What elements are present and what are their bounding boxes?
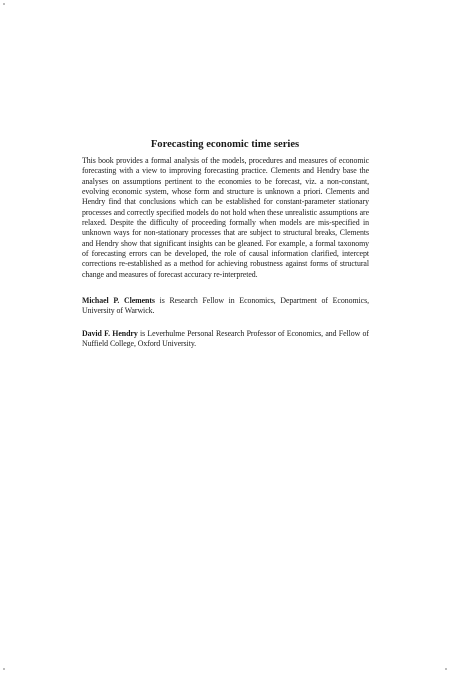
scan-corner-mark <box>3 668 5 670</box>
author-bio-hendry <box>82 329 369 350</box>
author-bio-clements <box>82 296 369 317</box>
scan-corner-mark <box>445 668 447 670</box>
author-name: David F. Hendry <box>82 329 138 338</box>
author-name: Michael P. Clements <box>82 296 155 305</box>
scan-corner-mark <box>3 3 5 5</box>
page-title: Forecasting economic time series <box>150 139 300 150</box>
author-description: is Leverhulme Personal Research Professor of Economics, and Fellow of Nuffield College, Oxford University. <box>82 329 369 349</box>
abstract-paragraph: This book provides a formal analysis of the models, procedures and measures of economic forecasting with a view to improving forecasting practice. Clements and Hendry base the analyses on assumptions pertinent to the economies to be forecast, viz. a non-constant, evolving economic system, whose form and structure is unknown a priori. Clements and Hendry find that conclusions which can be established for constant-parameter stationary processes and correctly specified models do not hold when these unrealistic assumptions are relaxed. Despite the difficulty of proceeding formally when models are mis-specified in unknown ways for non-stationary processes that are subject to structural breaks, Clements and Hendry show that significant insights can be gleaned. For example, a formal taxonomy of forecasting errors can be developed, the role of causal information clarified, intercept corrections re-established as a method for achieving robustness against forms of structural change and measures of forecast accuracy re-interpreted. <box>82 156 369 279</box>
author-description: is Research Fellow in Economics, Department of Economics, University of Warwick. <box>82 296 369 316</box>
